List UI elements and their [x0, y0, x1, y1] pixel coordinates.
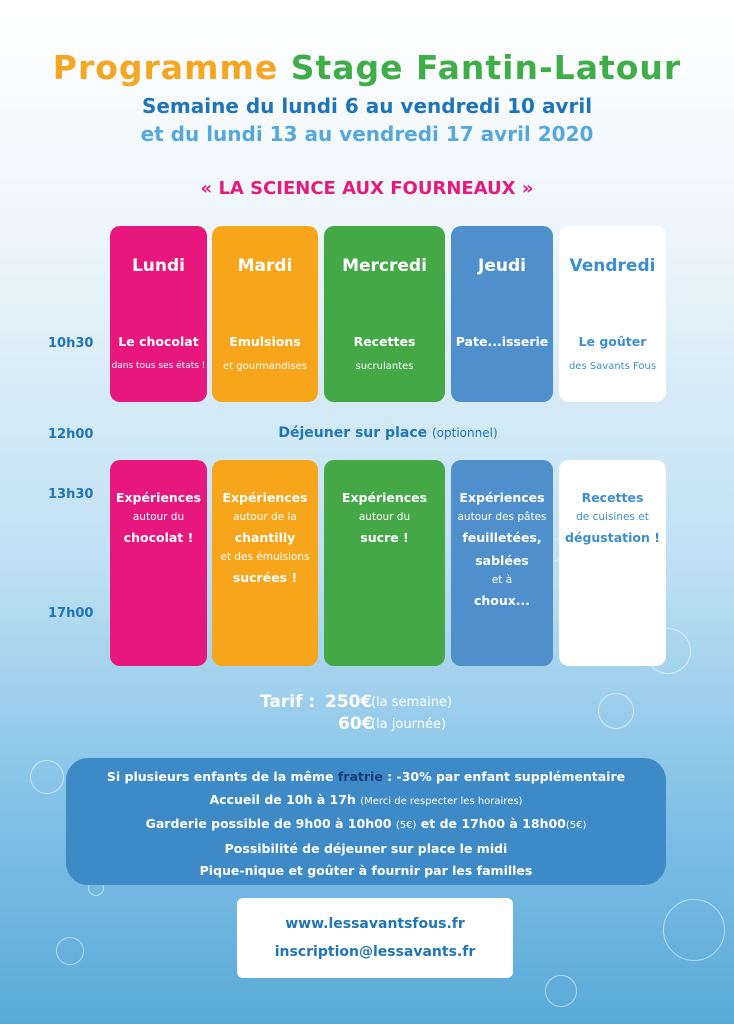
day-name: Mardi: [237, 256, 293, 276]
pm-line: choux...: [473, 593, 531, 608]
morning-card-jeudi: [451, 226, 553, 402]
morning-card-lundi: [110, 226, 207, 402]
pm-line: sucre !: [360, 530, 409, 545]
info-line-piquenique: Pique-nique et goûter à fournir par les familles: [199, 863, 533, 878]
time-label-17h00: 17h00: [48, 606, 94, 621]
pm-line: Expériences: [341, 490, 428, 505]
tarif-day-note: (la journée): [371, 717, 447, 732]
info-box: [66, 758, 666, 885]
activity-title: Le goûter: [578, 334, 647, 349]
activity-title: Recettes: [353, 334, 416, 349]
time-label-13h30: 13h30: [48, 487, 94, 502]
pm-line: et à: [491, 574, 513, 586]
activity-title: Emulsions: [229, 334, 301, 349]
afternoon-card-mardi: [212, 460, 318, 666]
day-name: Lundi: [131, 256, 186, 276]
pm-line: chantilly: [234, 530, 296, 545]
bubble-decoration: [545, 975, 577, 1007]
pm-line: sucrées !: [232, 570, 298, 585]
pm-line: autour de la: [233, 511, 297, 523]
bubble-decoration: [663, 899, 725, 961]
title-programme: Programme: [52, 48, 279, 87]
tarif-week-price: 250€: [325, 692, 373, 712]
info-price: (5€): [395, 820, 417, 831]
pm-line: Expériences: [222, 490, 308, 505]
activity-subtitle: des Savants Fous: [568, 361, 657, 372]
tarif-label: Tarif :: [260, 692, 316, 712]
email-link[interactable]: inscription@lessavants.fr: [274, 944, 476, 960]
pm-line: autour des pâtes: [457, 511, 547, 523]
dates-line-2: et du lundi 13 au vendredi 17 avril 2020: [140, 122, 594, 146]
activity-subtitle: sucrulantes: [355, 361, 414, 372]
morning-card-vendredi: [559, 226, 666, 402]
pm-line: chocolat !: [123, 530, 194, 545]
pm-line: autour du: [132, 511, 185, 523]
pm-line: sablées: [475, 553, 529, 568]
day-name: Jeudi: [478, 256, 526, 276]
morning-card-mercredi: [324, 226, 445, 402]
title-stage: Stage Fantin-Latour: [290, 48, 682, 87]
lunch-optional: (optionnel): [432, 426, 498, 440]
contact-box: [237, 898, 513, 978]
tarif-week-note: (la semaine): [371, 695, 453, 710]
info-line-fratrie: [66, 766, 666, 789]
info-text: Si plusieurs enfants de la même: [106, 769, 334, 784]
bubble-decoration: [56, 937, 84, 965]
pm-line: Recettes: [581, 490, 644, 505]
activity-subtitle: dans tous ses états !: [111, 361, 206, 371]
theme-heading: « LA SCIENCE AUX FOURNEAUX »: [200, 178, 534, 199]
day-name: Vendredi: [569, 256, 656, 276]
time-label-10h30: 10h30: [48, 336, 94, 351]
bubble-decoration: [30, 760, 64, 794]
info-line-dejeuner: Possibilité de déjeuner sur place le midi: [224, 840, 508, 856]
info-line-garderie: [66, 813, 666, 838]
website-link[interactable]: www.lessavantsfous.fr: [285, 916, 465, 932]
pm-line: autour du: [358, 511, 411, 523]
afternoon-card-vendredi: [559, 460, 666, 666]
info-line-accueil: [66, 789, 666, 814]
tarif-day-price: 60€: [338, 714, 374, 734]
afternoon-card-mercredi: [324, 460, 445, 666]
pm-line: Expériences: [115, 490, 202, 505]
day-name: Mercredi: [342, 256, 427, 276]
info-text: Accueil de 10h à 17h: [209, 791, 356, 807]
activity-title: Pate...isserie: [455, 334, 549, 349]
time-label-12h00: 12h00: [48, 427, 94, 442]
dates-line-1: Semaine du lundi 6 au vendredi 10 avril: [141, 94, 593, 118]
lunch-label: Déjeuner sur place: [278, 425, 428, 441]
lunch-row: [110, 425, 666, 441]
page-title: [0, 48, 734, 87]
activity-title: Le chocolat: [118, 334, 199, 349]
info-text: et de 17h00 à 18h00: [420, 816, 566, 831]
morning-card-mardi: [212, 226, 318, 402]
info-price: (5€): [565, 820, 587, 831]
info-text: Garderie possible de 9h00 à 10h00: [145, 816, 392, 831]
bubble-decoration: [598, 693, 634, 729]
activity-subtitle: et gourmandises: [223, 361, 307, 372]
pm-line: feuilletées,: [462, 530, 542, 545]
pm-line: Expériences: [459, 490, 545, 505]
pm-line: et des émulsions: [220, 551, 310, 563]
pm-line: dégustation !: [565, 530, 660, 545]
afternoon-card-lundi: [110, 460, 207, 666]
fratrie-word: fratrie: [337, 769, 383, 784]
info-note: (Merci de respecter les horaires): [360, 795, 523, 807]
pm-line: de cuisines et: [576, 511, 649, 523]
afternoon-card-jeudi: [451, 460, 553, 666]
info-text: : -30% par enfant supplémentaire: [387, 769, 626, 784]
